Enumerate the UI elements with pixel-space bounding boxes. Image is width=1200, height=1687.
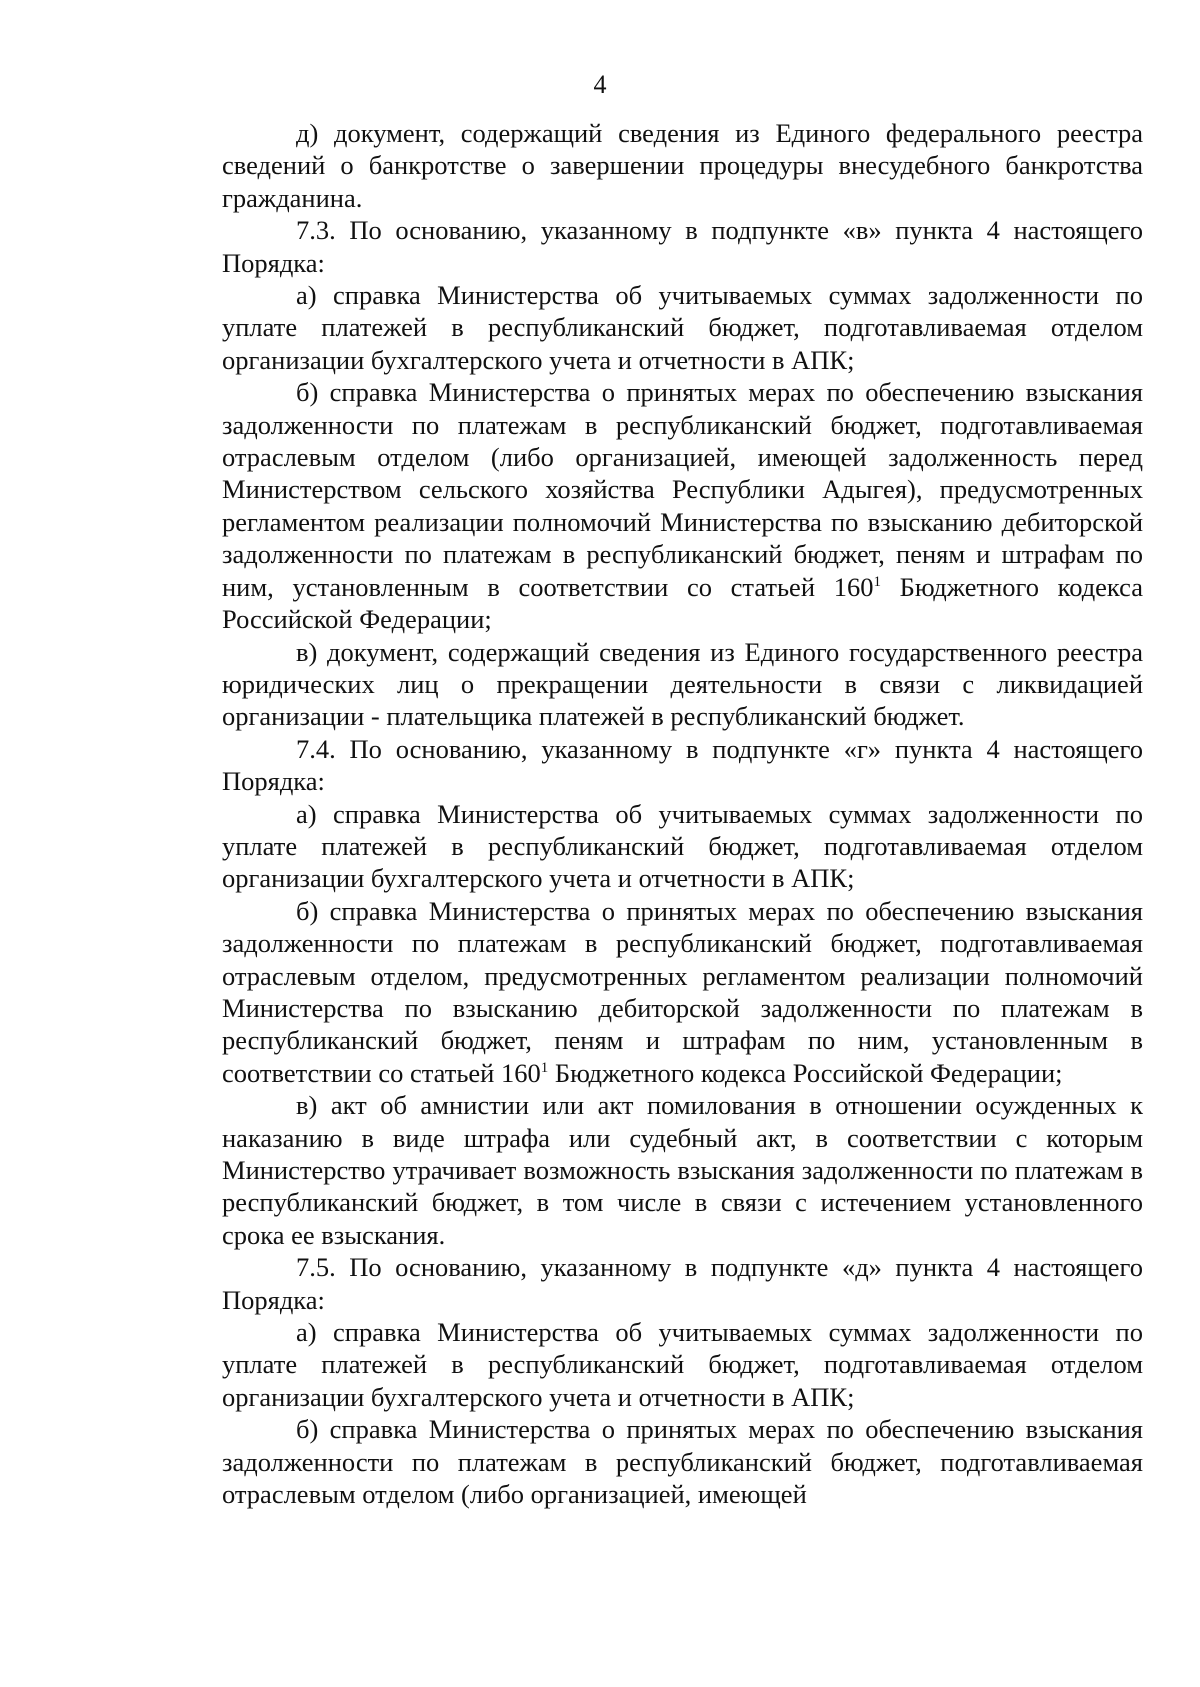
page-number: 4 (593, 70, 607, 99)
paragraph-7-2-d: д) документ, содержащий сведения из Единого федерального реестра сведений о банкротстве о завершении процедуры внесудебного банкротства гражданина. (222, 118, 1143, 213)
document-body (222, 117, 1143, 1510)
paragraph-7-4-b (222, 895, 1143, 1089)
paragraph-7-4-b-tail: Бюджетного кодекса Российской Федерации; (548, 1057, 1063, 1088)
paragraph-7-3-b (222, 376, 1143, 635)
paragraph-7-3-a: а) справка Министерства об учитываемых суммах задолженности по уплате платежей в республиканский бюджет, подготавливаемая отделом организации бухгалтерского учета и отчетности в АПК; (222, 280, 1143, 375)
paragraph-7-5-heading: 7.5. По основанию, указанному в подпункте «д» пункта 4 настоящего Порядка: (222, 1252, 1143, 1315)
paragraph-7-5-b: б) справка Министерства о принятых мерах по обеспечению взыскания задолженности по платежам в республиканский бюджет, подготавливаемая отраслевым отделом (либо организацией, имеющей (222, 1414, 1143, 1510)
paragraph-7-3-heading: 7.3. По основанию, указанному в подпункте «в» пункта 4 настоящего Порядка: (222, 215, 1143, 278)
paragraph-7-4-v: в) акт об амнистии или акт помилования в отношении осужденных к наказанию в виде штрафа или судебный акт, в соответствии с которым Министерство утрачивает возможность взыскания задолженности по платежам в республиканский бюджет, в том числе в связи с истечением установленного срока ее взыскания. (222, 1090, 1143, 1250)
footnote-mark: 1 (873, 573, 881, 590)
paragraph-7-4-b-text: б) справка Министерства о принятых мерах по обеспечению взыскания задолженности по платежам в республиканский бюджет, подготавливаемая отраслевым отделом, предусмотренных регламентом реализации полномочий Министерства по взысканию дебиторской задолженности по платежам в республиканский бюджет, пеням и штрафам по ним, установленным в соответствии со статьей 160 (222, 895, 1143, 1088)
paragraph-7-4-a: а) справка Министерства об учитываемых суммах задолженности по уплате платежей в республиканский бюджет, подготавливаемая отделом организации бухгалтерского учета и отчетности в АПК; (222, 798, 1143, 894)
paragraph-7-3-b-text: б) справка Министерства о принятых мерах по обеспечению взыскания задолженности по платежам в республиканский бюджет, подготавливаемая отраслевым отделом (либо организацией, имеющей задолженность перед Министерством сельского хозяйства Республики Адыгея), предусмотренных регламентом реализации полномочий Министерства по взысканию дебиторской задолженности по платежам в республиканский бюджет, пеням и штрафам по ним, установленным в соответствии со статьей 160 (222, 377, 1143, 602)
paragraph-7-4-heading: 7.4. По основанию, указанному в подпункте «г» пункта 4 настоящего Порядка: (222, 733, 1143, 797)
footnote-mark: 1 (540, 1059, 549, 1076)
paragraph-7-3-v: в) документ, содержащий сведения из Единого государственного реестра юридических лиц о прекращении деятельности в связи с ликвидацией организации - плательщика платежей в республиканский бюджет. (222, 636, 1143, 732)
paragraph-7-3-b-tail: Бюджетного кодекса Российской Федерации; (222, 571, 1143, 635)
paragraph-7-5-a: а) справка Министерства об учитываемых суммах задолженности по уплате платежей в республиканский бюджет, подготавливаемая отделом организации бухгалтерского учета и отчетности в АПК; (222, 1317, 1143, 1412)
